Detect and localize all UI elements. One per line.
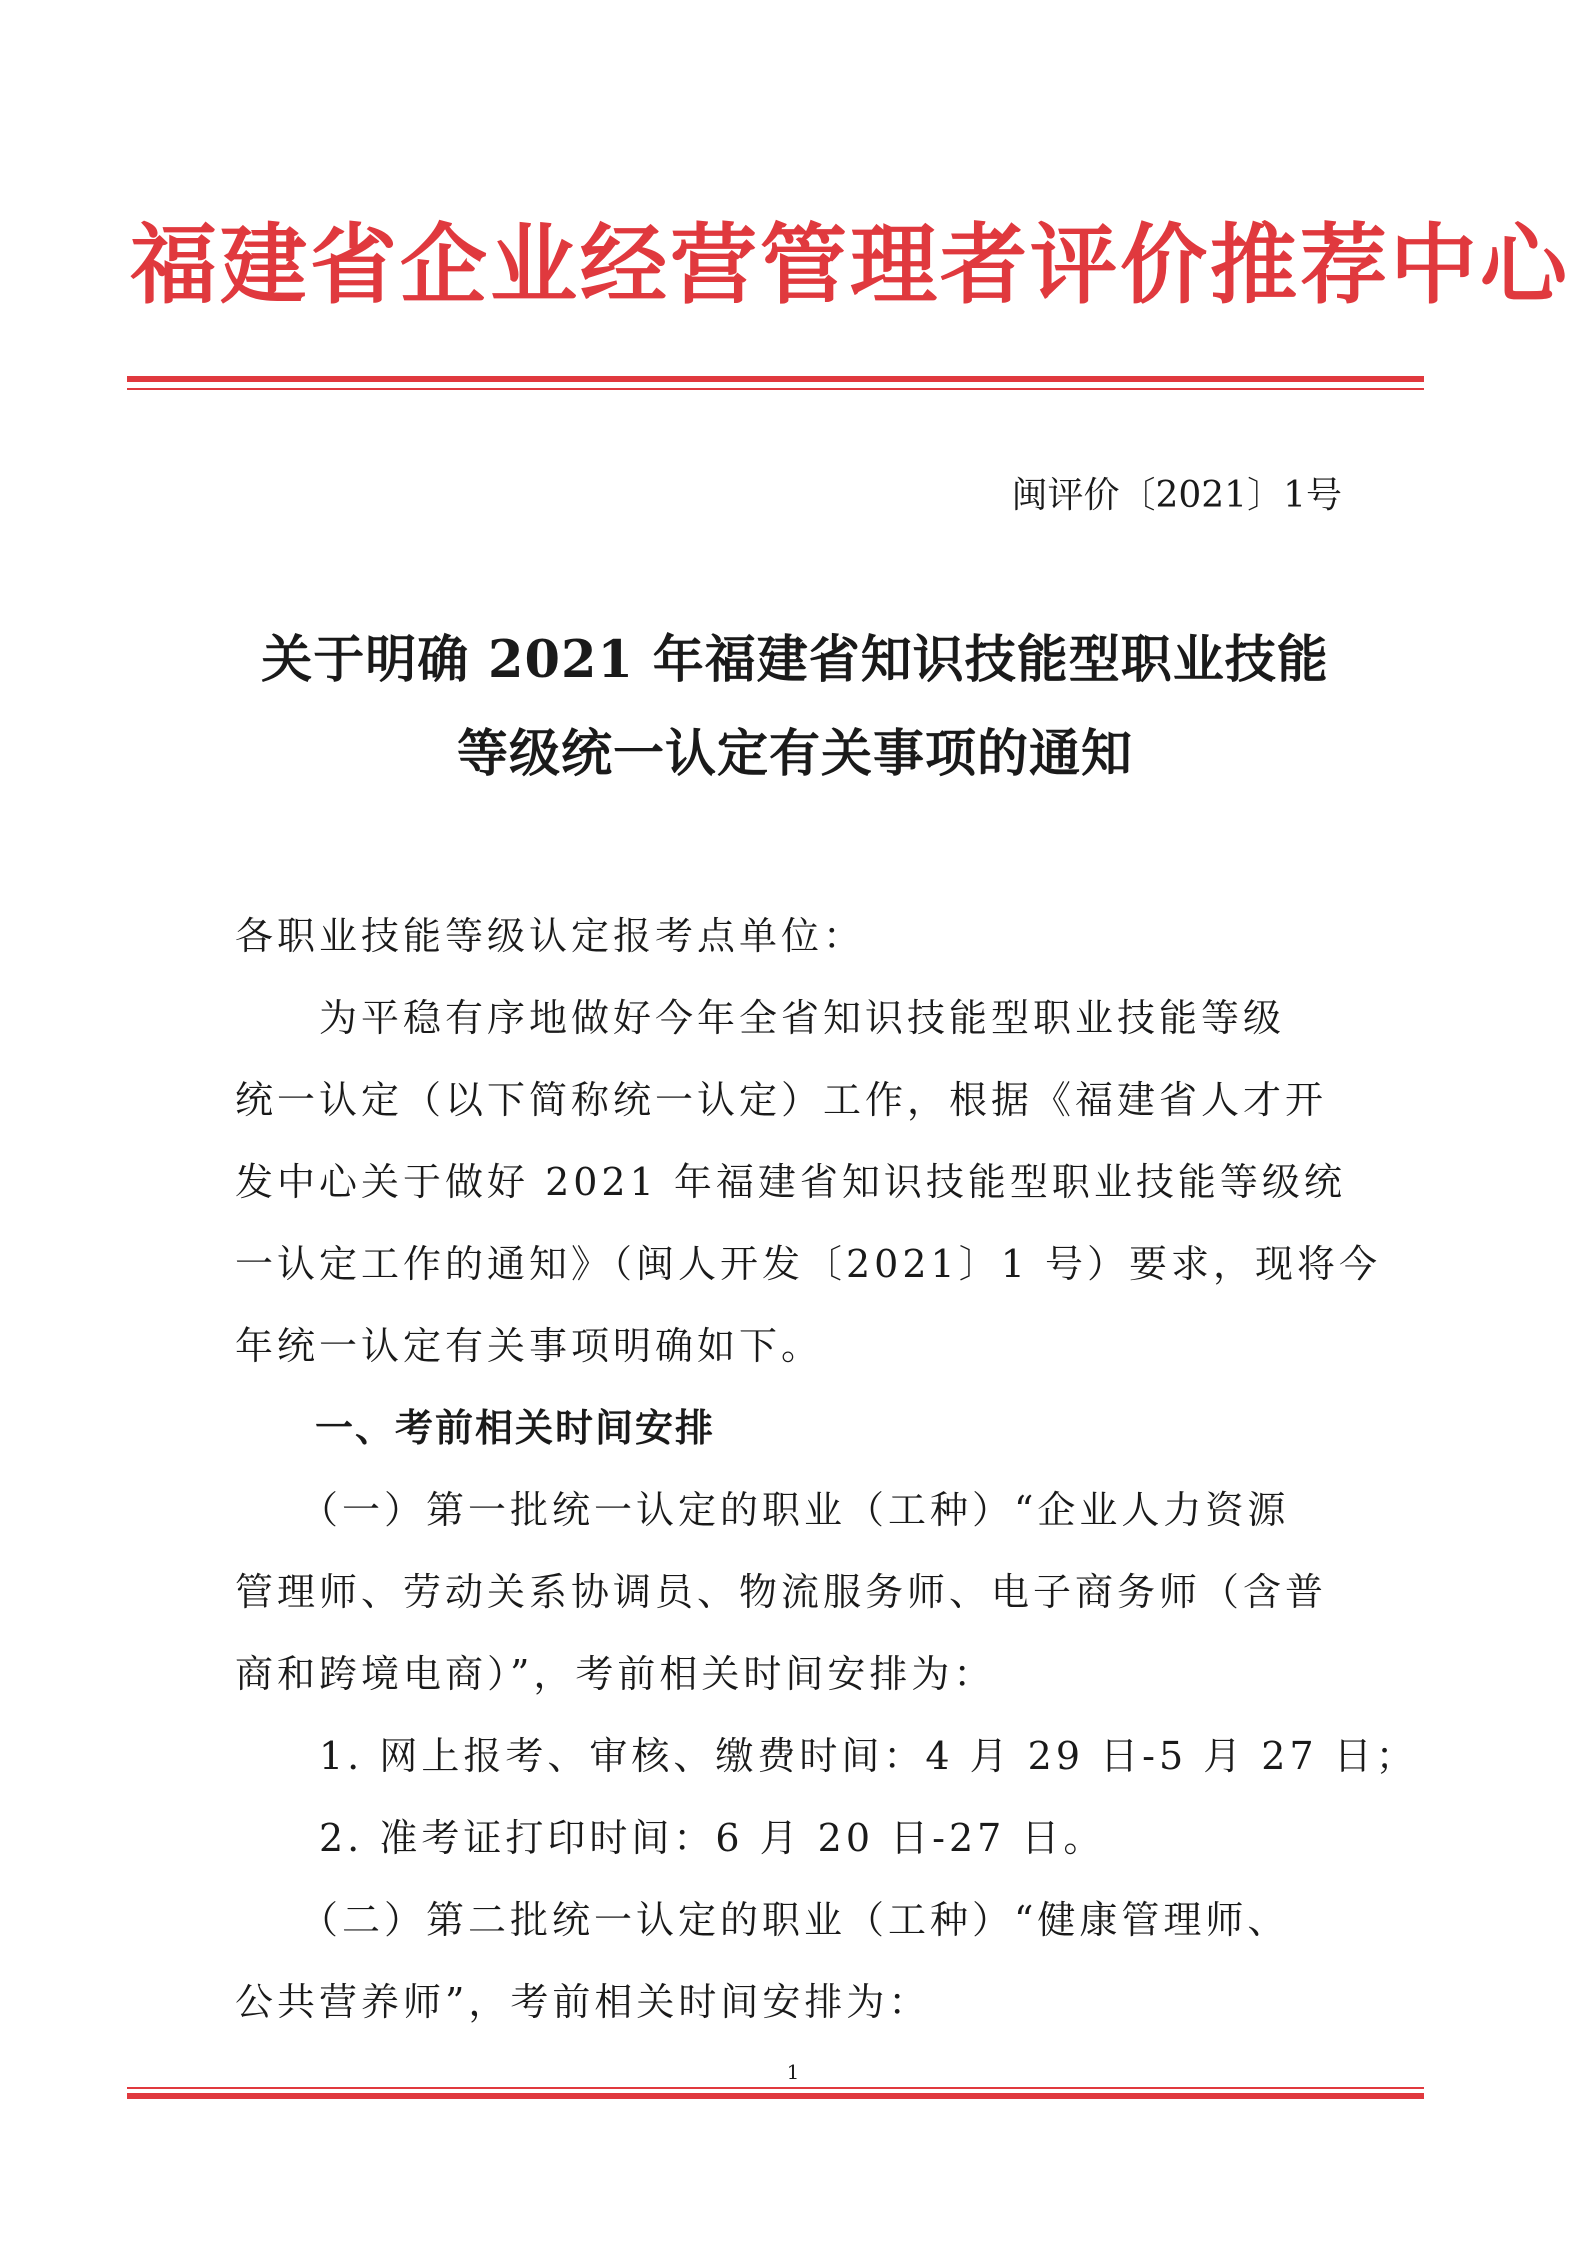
body-text-line: 统一认定（以下简称统一认定）工作，根据《福建省人才开 [235, 1078, 1328, 1122]
body-text-line: 2. 准考证打印时间：6 月 20 日-27 日。 [235, 1816, 1106, 1860]
body-text-line: 商和跨境电商）”，考前相关时间安排为： [235, 1652, 996, 1696]
body-text-line: 1. 网上报考、审核、缴费时间：4 月 29 日-5 月 27 日； [235, 1734, 1418, 1778]
section-heading: 一、考前相关时间安排 [235, 1406, 716, 1450]
body-text-line: 管理师、劳动关系协调员、物流服务师、电子商务师（含普 [235, 1570, 1328, 1614]
letterhead-rule-thick [127, 376, 1424, 382]
document-title-line-2: 等级统一认定有关事项的通知 [456, 724, 1133, 784]
document-number: 闽评价〔2021〕1号 [1011, 475, 1342, 516]
body-text-line: 公共营养师”，考前相关时间安排为： [235, 1980, 931, 2024]
letterhead-rule-thin [127, 388, 1424, 390]
body-text-line: 年统一认定有关事项明确如下。 [235, 1324, 824, 1368]
salutation: 各职业技能等级认定报考点单位： [235, 914, 866, 958]
body-text-line: 为平稳有序地做好今年全省知识技能型职业技能等级 [235, 996, 1286, 1040]
body-text-line: 发中心关于做好 2021 年福建省知识技能型职业技能等级统 [235, 1160, 1346, 1204]
document-title-line-1: 关于明确 2021 年福建省知识技能型职业技能 [261, 630, 1329, 690]
body-text-line: （一）第一批统一认定的职业（工种）“企业人力资源 [235, 1488, 1290, 1532]
footer-rule-thin [127, 2087, 1424, 2089]
letterhead-title: 福建省企业经营管理者评价推荐中心 [130, 213, 1570, 316]
body-text-line: （二）第二批统一认定的职业（工种）“健康管理师、 [235, 1898, 1290, 1942]
page-number: 1 [786, 2060, 800, 2084]
body-text-line: 一认定工作的通知》（闽人开发〔2021〕1 号）要求，现将今 [235, 1242, 1381, 1286]
footer-rule-thick [127, 2093, 1424, 2099]
